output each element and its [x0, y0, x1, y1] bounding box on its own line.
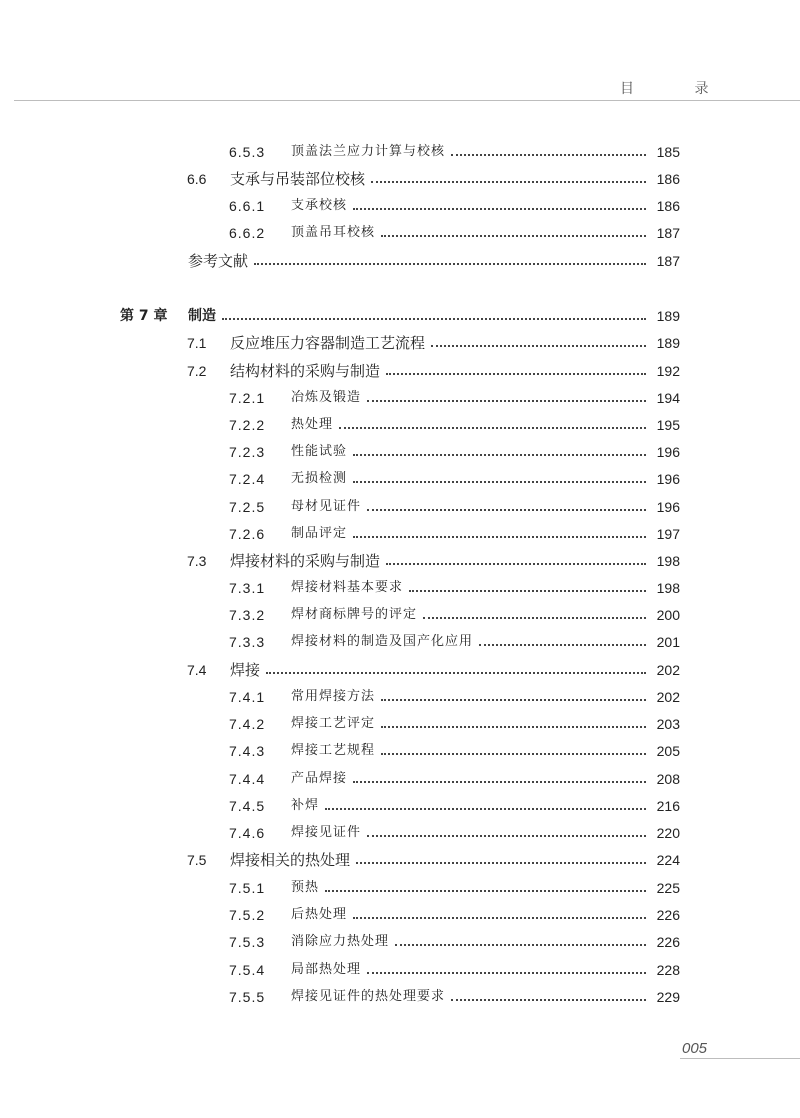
toc-entry-number: 7.4.3 [229, 743, 266, 759]
toc-entry[interactable] [0, 388, 800, 408]
toc-entry-number: 6.6 [187, 171, 207, 187]
toc-entry-number: 7.3.3 [229, 634, 266, 650]
dot-leader [353, 481, 646, 483]
toc-entry-number: 7.5.4 [229, 962, 266, 978]
toc-entry-number: 7.2.2 [229, 417, 266, 433]
toc-entry-title: 后热处理 [291, 907, 348, 922]
toc-entry-title: 支承校核 [291, 198, 348, 213]
toc-entry-number: 7.5.1 [229, 880, 266, 896]
toc-entry-title: 常用焊接方法 [291, 689, 376, 704]
toc-entry-title: 预热 [291, 880, 320, 895]
toc-entry-number: 7.2.4 [229, 471, 266, 487]
running-header-title: 目 录 [620, 81, 737, 97]
toc-entry-title: 母材见证件 [291, 499, 362, 514]
toc-entry-title: 焊接材料基本要求 [291, 580, 404, 595]
toc-entry[interactable] [0, 960, 800, 980]
toc-entry[interactable] [0, 932, 800, 952]
toc-entry-title: 焊接材料的采购与制造 [230, 552, 381, 570]
toc-entry[interactable] [0, 823, 800, 843]
toc-entry-title: 支承与吊装部位校核 [230, 170, 366, 188]
toc-entry-page: 229 [656, 989, 680, 1005]
toc-entry-page: 202 [656, 689, 680, 705]
toc-entry[interactable] [0, 769, 800, 789]
dot-leader [423, 617, 646, 619]
toc-entry-title: 参考文献 [188, 252, 249, 270]
toc-entry-number: 7.5 [187, 852, 207, 868]
toc-entry-page: 202 [656, 662, 680, 678]
toc-entry-page: 187 [656, 253, 680, 269]
dot-leader [325, 890, 646, 892]
dot-leader [451, 154, 646, 156]
dot-leader [353, 454, 646, 456]
toc-entry[interactable] [0, 660, 800, 680]
toc-entry-title: 局部热处理 [291, 962, 362, 977]
dot-leader [431, 345, 646, 347]
toc-entry[interactable] [0, 987, 800, 1007]
dot-leader [266, 672, 646, 674]
toc-entry-page: 198 [656, 553, 680, 569]
toc-entry-title: 顶盖法兰应力计算与校核 [291, 144, 446, 159]
toc-entry[interactable] [0, 714, 800, 734]
dot-leader [367, 400, 646, 402]
dot-leader [381, 753, 646, 755]
toc-entry-number: 7.2.1 [229, 390, 266, 406]
toc-entry-title: 焊接工艺规程 [291, 743, 376, 758]
page-number: 005 [682, 1040, 708, 1057]
toc-entry[interactable] [0, 415, 800, 435]
toc-entry-page: 196 [656, 471, 680, 487]
toc-entry[interactable] [0, 605, 800, 625]
dot-leader [353, 781, 646, 783]
toc-entry-page: 186 [656, 171, 680, 187]
toc-entry-page: 208 [656, 771, 680, 787]
toc-entry-number: 7.4.5 [229, 798, 266, 814]
toc-entry[interactable] [0, 306, 800, 326]
toc-entry-title: 焊接见证件 [291, 825, 362, 840]
toc-entry-page: 203 [656, 716, 680, 732]
dot-leader [353, 536, 646, 538]
toc-entry[interactable] [0, 251, 800, 271]
dot-leader [381, 235, 646, 237]
toc-entry-page: 189 [656, 308, 680, 324]
toc-entry[interactable] [0, 741, 800, 761]
dot-leader [353, 917, 646, 919]
dot-leader [353, 208, 646, 210]
toc-entry[interactable] [0, 632, 800, 652]
toc-entry-title: 焊材商标牌号的评定 [291, 607, 418, 622]
toc-entry-page: 198 [656, 580, 680, 596]
dot-leader [367, 509, 646, 511]
toc-entry[interactable] [0, 142, 800, 162]
toc-entry-page: 216 [656, 798, 680, 814]
toc-entry-page: 192 [656, 363, 680, 379]
dot-leader [381, 699, 646, 701]
dot-leader [254, 263, 646, 265]
toc-entry[interactable] [0, 878, 800, 898]
toc-entry-number: 7.5.3 [229, 934, 266, 950]
toc-entry-page: 220 [656, 825, 680, 841]
toc-entry-title: 反应堆压力容器制造工艺流程 [230, 334, 426, 352]
toc-entry-page: 200 [656, 607, 680, 623]
toc-entry-number: 6.6.2 [229, 225, 266, 241]
dot-leader [381, 726, 646, 728]
toc-entry-number: 7.3.2 [229, 607, 266, 623]
toc-entry-page: 189 [656, 335, 680, 351]
dot-leader [451, 999, 646, 1001]
toc-entry-number: 7.3 [187, 553, 207, 569]
dot-leader [371, 181, 646, 183]
toc-entry[interactable] [0, 169, 800, 189]
toc-entry-number: 7.4 [187, 662, 207, 678]
toc-entry-number: 第 7 章 [120, 308, 168, 324]
toc-entry-title: 结构材料的采购与制造 [230, 362, 381, 380]
toc-entry-number: 7.4.1 [229, 689, 266, 705]
toc-entry[interactable] [0, 361, 800, 381]
toc-entry-number: 7.4.4 [229, 771, 266, 787]
toc-entry-number: 7.1 [187, 335, 207, 351]
header-divider [14, 100, 800, 101]
toc-entry[interactable] [0, 333, 800, 353]
toc-entry-page: 224 [656, 852, 680, 868]
toc-entry-page: 195 [656, 417, 680, 433]
dot-leader [386, 373, 646, 375]
toc-entry-number: 6.6.1 [229, 198, 266, 214]
dot-leader [479, 644, 646, 646]
toc-entry[interactable] [0, 850, 800, 870]
toc-entry[interactable] [0, 687, 800, 707]
toc-entry-title: 制造 [188, 308, 216, 324]
toc-entry-page: 194 [656, 390, 680, 406]
toc-entry-page: 201 [656, 634, 680, 650]
toc-entry-title: 焊接相关的热处理 [230, 851, 351, 869]
toc-entry-number: 7.4.2 [229, 716, 266, 732]
toc-entry-title: 制品评定 [291, 526, 348, 541]
toc-entry-number: 7.4.6 [229, 825, 266, 841]
toc-entry-title: 消除应力热处理 [291, 934, 390, 949]
toc-entry-page: 225 [656, 880, 680, 896]
toc-entry-page: 205 [656, 743, 680, 759]
toc-entry-number: 7.2.3 [229, 444, 266, 460]
toc-entry[interactable] [0, 524, 800, 544]
dot-leader [325, 808, 646, 810]
toc-entry-page: 186 [656, 198, 680, 214]
footer-divider [680, 1058, 800, 1059]
toc-entry-title: 热处理 [291, 417, 334, 432]
toc-entry-page: 185 [656, 144, 680, 160]
dot-leader [386, 563, 646, 565]
toc-entry[interactable] [0, 469, 800, 489]
toc-entry-page: 197 [656, 526, 680, 542]
toc-entry-title: 焊接材料的制造及国产化应用 [291, 634, 474, 649]
toc-entry[interactable] [0, 497, 800, 517]
dot-leader [356, 862, 646, 864]
dot-leader [367, 972, 646, 974]
toc-entry-number: 7.5.2 [229, 907, 266, 923]
toc-entry-page: 196 [656, 444, 680, 460]
dot-leader [367, 835, 646, 837]
toc-entry-title: 补焊 [291, 798, 320, 813]
toc-entry[interactable] [0, 223, 800, 243]
toc-entry[interactable] [0, 578, 800, 598]
toc-entry-title: 无损检测 [291, 471, 348, 486]
dot-leader [395, 944, 646, 946]
toc-entry-number: 7.2.5 [229, 499, 266, 515]
toc-entry[interactable] [0, 442, 800, 462]
toc-entry-title: 焊接 [230, 661, 261, 679]
toc-entry-title: 性能试验 [291, 444, 348, 459]
toc-entry[interactable] [0, 796, 800, 816]
toc-entry-page: 226 [656, 907, 680, 923]
toc-entry-number: 7.5.5 [229, 989, 266, 1005]
toc-entry-page: 187 [656, 225, 680, 241]
toc-entry-title: 焊接见证件的热处理要求 [291, 989, 446, 1004]
toc-entry[interactable] [0, 551, 800, 571]
toc-entry-number: 7.2 [187, 363, 207, 379]
toc-entry-title: 产品焊接 [291, 771, 348, 786]
toc-entry-number: 7.2.6 [229, 526, 266, 542]
dot-leader [339, 427, 646, 429]
toc-entry-title: 顶盖吊耳校核 [291, 225, 376, 240]
toc-entry-number: 6.5.3 [229, 144, 266, 160]
toc-entry[interactable] [0, 905, 800, 925]
dot-leader [222, 318, 646, 320]
toc-entry-title: 冶炼及锻造 [291, 390, 362, 405]
toc-entry-number: 7.3.1 [229, 580, 266, 596]
toc-entry-page: 226 [656, 934, 680, 950]
dot-leader [409, 590, 646, 592]
toc-entry-title: 焊接工艺评定 [291, 716, 376, 731]
toc-entry-page: 228 [656, 962, 680, 978]
toc-entry-page: 196 [656, 499, 680, 515]
toc-entry[interactable] [0, 196, 800, 216]
